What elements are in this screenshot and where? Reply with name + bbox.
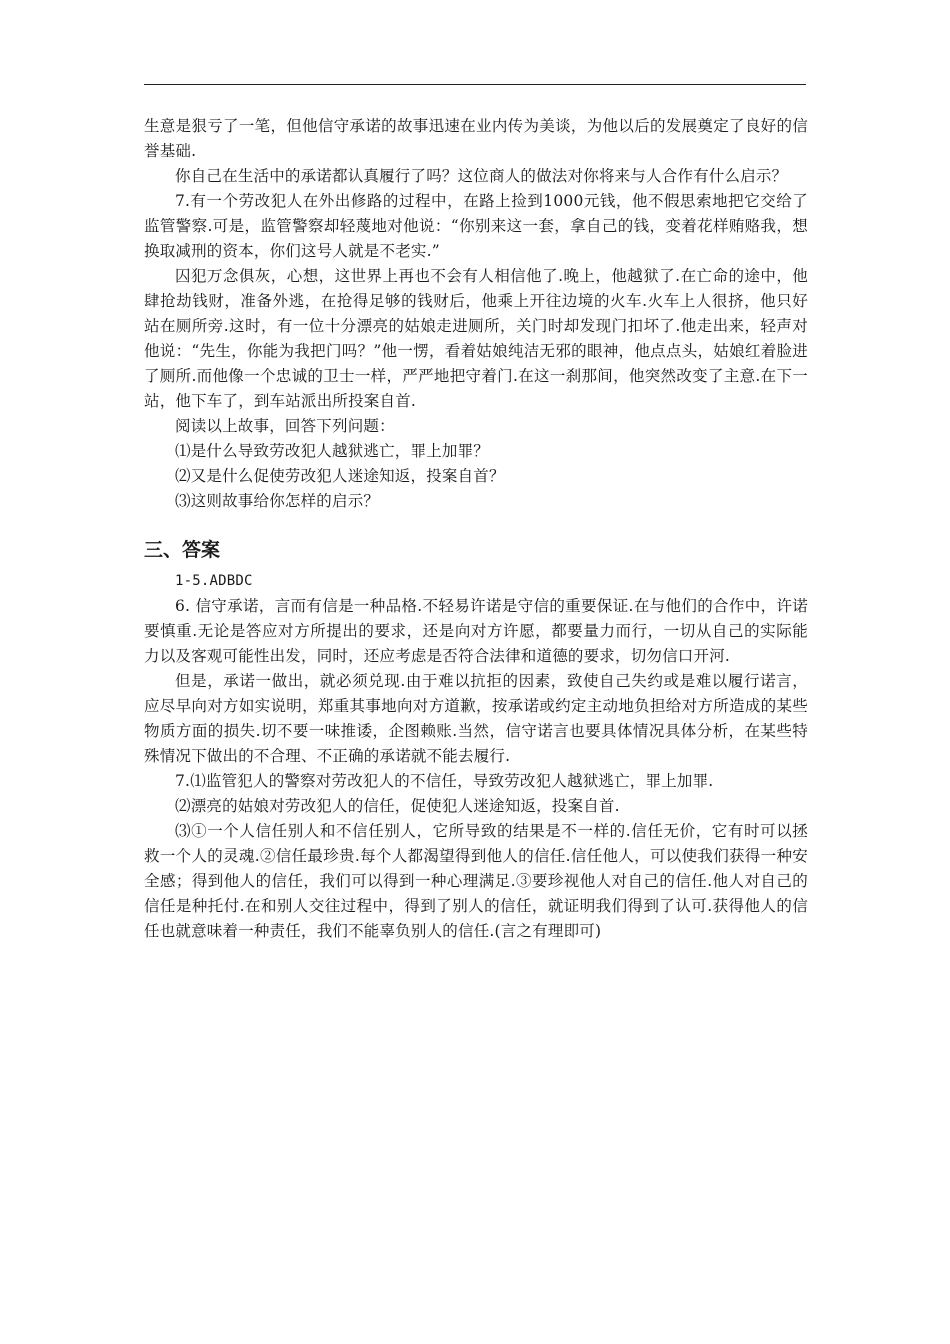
document-body — [144, 114, 808, 944]
answer-paragraph: 1-5.ADBDC — [175, 573, 253, 589]
section-title: 三、答案 — [144, 539, 221, 561]
answers-section — [144, 569, 808, 944]
answer-paragraph: 6. 信守承诺，言而有信是一种品格.不轻易许诺是守信的重要保证.在与他们的合作中，许诺要慎重.无论是答应对方所提出的要求，还是向对方许愿，都要量力而行，一切从自己的实际能力以及客观可能性出发，同时，还应考虑是否符合法律和道德的要求，切勿信口开河. — [144, 597, 808, 665]
sub-question: ⑴是什么导致劳改犯人越狱逃亡，罪上加罪？ — [175, 442, 490, 460]
sub-question: ⑶这则故事给你怎样的启示？ — [175, 492, 380, 510]
paragraph: 你自己在生活中的承诺都认真履行了吗？这位商人的做法对你将来与人合作有什么启示？ — [175, 167, 788, 185]
question-7: 7.有一个劳改犯人在外出修路的过程中，在路上捡到1000元钱，他不假思索地把它交给了监管警察.可是，监管警察却轻蔑地对他说：“你别来这一套，拿自己的钱，变着花样贿赂我，想换取减刑的资本，你们这号人就是不老实.” — [144, 192, 808, 260]
story-section — [144, 114, 808, 514]
answer-paragraph: 但是，承诺一做出，就必须兑现.由于难以抗拒的因素，致使自己失约或是难以履行诺言，应尽早向对方如实说明，郑重其事地向对方道歉，按承诺或约定主动地负担给对方所造成的某些物质方面的损失.切不要一味推诿，企图赖账.当然，信守诺言也要具体情况具体分析，在某些特殊情况下做出的不合理、不正确的承诺就不能去履行. — [144, 672, 808, 765]
answer-paragraph: ⑶①一个人信任别人和不信任别人，它所导致的结果是不一样的.信任无价，它有时可以拯救一个人的灵魂.②信任最珍贵.每个人都渴望得到他人的信任.信任他人，可以使我们获得一种安全感；得到他人的信任，我们可以得到一种心理满足.③要珍视他人对自己的信任.他人对自己的信任是种托付.在和别人交往过程中，得到了别人的信任，就证明我们得到了认可.获得他人的信任也就意味着一种责任，我们不能辜负别人的信任.(言之有理即可) — [144, 822, 808, 940]
answer-paragraph: ⑵漂亮的姑娘对劳改犯人的信任，促使犯人迷途知返，投案自首. — [175, 797, 620, 815]
header-rule — [144, 84, 806, 85]
paragraph: 囚犯万念俱灰，心想，这世界上再也不会有人相信他了.晚上，他越狱了.在亡命的途中，他肆抢劫钱财，准备外逃，在抢得足够的钱财后，他乘上开往边境的火车.火车上人很挤，他只好站在厕所旁.这时，有一位十分漂亮的姑娘走进厕所，关门时却发现门扣坏了.他走出来，轻声对他说：“先生，你能为我把门吗？”他一愣，看着姑娘纯洁无邪的眼神，他点点头，姑娘红着脸进了厕所.而他像一个忠诚的卫士一样，严严地把守着门.在这一刹那间，他突然改变了主意.在下一站，他下车了，到车站派出所投案自首. — [144, 267, 808, 410]
paragraph: 生意是狠亏了一笔，但他信守承诺的故事迅速在业内传为美谈，为他以后的发展奠定了良好的信誉基础. — [144, 117, 808, 160]
paragraph: 阅读以上故事，回答下列问题： — [175, 417, 395, 435]
sub-question: ⑵又是什么促使劳改犯人迷途知返，投案自首？ — [175, 467, 505, 485]
answer-paragraph: 7.⑴监管犯人的警察对劳改犯人的不信任，导致劳改犯人越狱逃亡，罪上加罪. — [175, 772, 714, 790]
